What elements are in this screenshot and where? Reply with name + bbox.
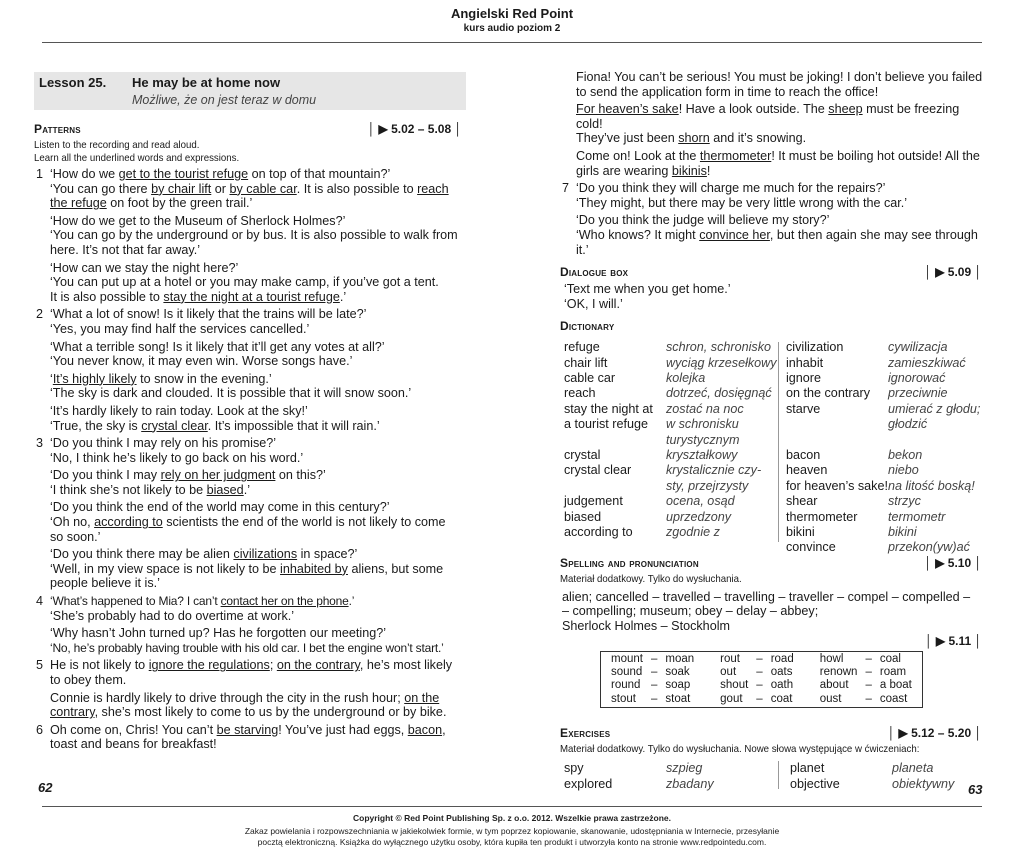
audio-track-patterns[interactable]: │ ▶ 5.02 – 5.08 │ bbox=[367, 122, 462, 136]
dictionary-row bbox=[564, 340, 774, 355]
dictionary-translation: zamieszkiwać bbox=[888, 355, 966, 370]
dictionary-term: a tourist refuge bbox=[564, 417, 649, 432]
dictionary-translation: kryształkowy bbox=[666, 448, 738, 463]
line: ‘Do you think the judge will believe my story?’ bbox=[576, 213, 830, 228]
dictionary-translation: dotrzeć, dosięgnąć bbox=[666, 386, 772, 401]
spelling-cell: road bbox=[770, 652, 794, 665]
line: ‘They might, but there may be very little wrong with the car.’ bbox=[576, 195, 908, 210]
audio-track-spelling[interactable]: │ ▶ 5.10 │ bbox=[924, 556, 982, 571]
exercise-translation: planeta bbox=[892, 761, 934, 776]
line: ‘Do you think I may rely on his promise?’ bbox=[50, 436, 277, 451]
spelling-cell: shout bbox=[720, 679, 749, 692]
dictionary-term: stay the night at bbox=[564, 401, 653, 416]
footer-copyright: Copyright © Red Point Publishing Sp. z o.o. 2012. Wszelkie prawa zastrzeżone. bbox=[353, 813, 671, 823]
spelling-heading: Spelling and pronunciation │ ▶ 5.10 │ bbox=[560, 556, 982, 571]
spelling-cell: stout bbox=[611, 692, 636, 705]
patterns-instruction-1: Listen to the recording and read aloud. bbox=[34, 139, 200, 151]
dictionary-translation: schron, schronisko bbox=[666, 340, 771, 355]
line: ‘The sky is dark and clouded. It is possible that it will snow soon.’ bbox=[50, 386, 412, 401]
dictionary-translation: umierać z głodu; bbox=[888, 401, 981, 416]
dictionary-row bbox=[564, 433, 774, 448]
line: It is also possible to stay the night at a tourist refuge.’ bbox=[50, 289, 347, 304]
dictionary-left-column bbox=[564, 340, 777, 540]
line: ‘Why hasn’t John turned up? Has he forgotten our meeting?’ bbox=[50, 626, 387, 641]
dictionary-row bbox=[564, 479, 774, 494]
dictionary-row bbox=[786, 540, 986, 555]
dictionary-term: heaven bbox=[786, 463, 828, 478]
line: They’ve just been shorn and it’s snowing. bbox=[576, 131, 807, 146]
dictionary-term: starve bbox=[786, 401, 821, 416]
spelling-cell: coast bbox=[879, 692, 908, 705]
dialogue-heading: Dialogue box │ ▶ 5.09 │ bbox=[560, 265, 982, 280]
audio-track-exercises[interactable]: │ ▶ 5.12 – 5.20 │ bbox=[887, 725, 982, 740]
dictionary-translation: cywilizacja bbox=[888, 340, 948, 355]
dictionary-translation: ocena, osąd bbox=[666, 494, 735, 509]
dialogue-box bbox=[560, 282, 986, 311]
line: here. It’s not that far away.’ bbox=[50, 242, 201, 257]
line: ‘Who knows? It might convince her, but then again she may see through it.’ bbox=[576, 227, 978, 257]
dictionary-translation: wyciąg krzesełkowy bbox=[666, 355, 777, 370]
spelling-cell: – bbox=[650, 666, 658, 678]
spelling-cell: rout bbox=[720, 652, 740, 665]
dictionary-term: thermometer bbox=[786, 509, 858, 524]
line: ‘Do you think I may rely on her judgment on this?’ bbox=[50, 468, 326, 483]
dictionary-row bbox=[786, 525, 986, 540]
line: ‘No, I think he’s likely to go back on his word.’ bbox=[50, 450, 304, 465]
dictionary-term: for heaven’s sake! bbox=[786, 478, 888, 493]
line: ‘Well, in my view space is not likely to be inhabited by aliens, but some bbox=[50, 561, 444, 576]
exercise-translation: zbadany bbox=[666, 776, 714, 791]
line: ‘OK, I will.’ bbox=[564, 296, 623, 311]
dictionary-term: crystal bbox=[564, 448, 601, 463]
header-rule bbox=[42, 42, 982, 43]
line: ‘Do you think they will charge me much for the repairs?’ bbox=[576, 181, 886, 196]
spelling-instruction: Materiał dodatkowy. Tylko do wysłuchania. bbox=[560, 573, 742, 586]
dictionary-row bbox=[564, 386, 774, 401]
dictionary-translation: sty, przejrzysty bbox=[666, 478, 749, 493]
dictionary-row bbox=[786, 386, 986, 401]
spelling-cell: about bbox=[819, 679, 849, 692]
line: ‘You can put up at a hotel or you may make camp, if you’ve got a tent. bbox=[50, 275, 439, 290]
spelling-cell: – bbox=[756, 652, 763, 665]
line: contrary, she’s most likely to come to us by the underground or by bike. bbox=[50, 705, 447, 720]
line: so soon.’ bbox=[50, 529, 101, 544]
spelling-cell: – bbox=[650, 692, 658, 705]
line: ‘It’s hardly likely to rain today. Look at the sky!’ bbox=[50, 403, 308, 418]
dictionary-row bbox=[786, 479, 986, 494]
spelling-cell: oats bbox=[770, 666, 793, 678]
dictionary-translation: zgodnie z bbox=[666, 525, 720, 539]
line: alien; cancelled – travelled – travelling – traveller – compel – compelled – bbox=[562, 589, 971, 604]
dictionary-translation: bikini bbox=[888, 525, 917, 539]
spelling-cell: – bbox=[756, 666, 763, 678]
spelling-cell: stoat bbox=[665, 692, 691, 705]
lesson-number: Lesson 25. bbox=[39, 75, 107, 90]
patterns-heading: Patterns │ ▶ 5.02 – 5.08 │ bbox=[34, 122, 462, 136]
dictionary-translation: kolejka bbox=[666, 371, 706, 386]
spelling-cell: – bbox=[865, 692, 872, 705]
spelling-cell: howl bbox=[819, 652, 844, 665]
dictionary-row bbox=[786, 463, 986, 478]
dictionary-translation: głodzić bbox=[888, 417, 928, 432]
line: ‘Yes, you may find half the services cancelled.’ bbox=[50, 321, 310, 336]
line: ‘How do we get to the tourist refuge on top of that mountain?’ bbox=[50, 167, 391, 181]
line: ‘It’s highly likely to snow in the evening.’ bbox=[50, 371, 272, 386]
line: ‘You can go by the underground or by bus. It is also possible to walk from bbox=[50, 228, 458, 243]
footer-rule bbox=[42, 806, 982, 807]
dictionary-translation: ignorować bbox=[888, 371, 946, 386]
spelling-cell: renown bbox=[819, 666, 858, 678]
page-number-left: 62 bbox=[38, 780, 53, 795]
line: Fiona! You can’t be serious! You must be joking! I don’t believe you failed bbox=[576, 70, 983, 84]
dictionary-row bbox=[786, 448, 986, 463]
dictionary-term: reach bbox=[564, 386, 596, 401]
dictionary-row bbox=[564, 355, 777, 371]
page-header bbox=[0, 6, 1024, 34]
page-number-right: 63 bbox=[968, 782, 983, 797]
dictionary-translation: turystycznym bbox=[666, 432, 740, 447]
spelling-cell: coat bbox=[770, 692, 793, 705]
audio-track-spelling-2[interactable]: │ ▶ 5.11 │ bbox=[925, 633, 982, 648]
dictionary-row bbox=[564, 371, 774, 386]
spelling-track-2 bbox=[560, 634, 986, 649]
dictionary-translation: strzyc bbox=[888, 494, 921, 509]
spelling-row bbox=[607, 653, 916, 666]
line: people believe it is.’ bbox=[50, 576, 160, 591]
dictionary-row bbox=[786, 356, 986, 371]
dictionary-row bbox=[786, 510, 986, 525]
dictionary-row bbox=[786, 371, 986, 386]
left-column bbox=[34, 72, 466, 752]
audio-track-dialogue[interactable]: │ ▶ 5.09 │ bbox=[924, 265, 982, 280]
spelling-table bbox=[607, 653, 916, 707]
line: ‘How can we stay the night here?’ bbox=[50, 260, 239, 275]
spelling-cell: moan bbox=[665, 652, 695, 665]
line: Connie is hardly likely to drive through the city in the rush hour; on the bbox=[50, 690, 440, 705]
dictionary-term: crystal clear bbox=[564, 463, 632, 478]
spelling-cell: oath bbox=[770, 679, 794, 692]
line: girls are wearing bikinis! bbox=[576, 163, 711, 178]
exercises-divider bbox=[778, 761, 779, 789]
line: ‘How do we get to the Museum of Sherlock Holmes?’ bbox=[50, 213, 346, 228]
book-title: Angielski Red Point bbox=[450, 6, 574, 21]
spelling-cell: – bbox=[865, 666, 872, 678]
spelling-cell: coal bbox=[879, 652, 901, 665]
spelling-cell: a boat bbox=[879, 679, 912, 692]
dictionary-translation: na litość boską! bbox=[888, 478, 975, 493]
line: ‘I think she’s not likely to be biased.’ bbox=[50, 482, 250, 497]
spelling-row bbox=[607, 666, 916, 679]
line: ‘Text me when you get home.’ bbox=[564, 282, 731, 297]
dictionary-table bbox=[560, 340, 986, 555]
spelling-cell: – bbox=[756, 692, 763, 705]
line: to send the application form in time to reach the office! bbox=[576, 84, 879, 99]
dictionary-row bbox=[786, 340, 986, 355]
lesson-subtitle: Możliwe, że on jest teraz w domu bbox=[132, 93, 317, 107]
spelling-cell: – bbox=[650, 679, 658, 692]
exercise-translation: szpieg bbox=[666, 761, 703, 776]
spelling-cell: mount bbox=[611, 652, 643, 665]
dictionary-divider bbox=[778, 342, 779, 542]
line: toast and beans for breakfast! bbox=[50, 737, 217, 752]
spelling-cell: soak bbox=[665, 666, 690, 678]
line: to obey them. bbox=[50, 673, 127, 687]
line: the refuge on foot by the green trail.’ bbox=[50, 196, 253, 211]
line: ‘Oh no, according to scientists the end of the world is not likely to come bbox=[50, 515, 446, 530]
pattern-item-3: 3 ‘Do you think I may rely on his promise?’ ‘No, I think he’s likely to go back on his word.’ ‘Do you think I may rely on her judgment on this?’ ‘I think she’s not likely to be biased.’ ‘Do you think the end of the world may come in this century?’ ‘Oh no, according to scientists the end of the world is not likely to come so soon.’ ‘Do you think there may be alien civilizations in space?’ ‘Well, in my view space is not likely to be inhabited by aliens, but some people believe it is.’ bbox=[34, 436, 466, 591]
dictionary-term: bacon bbox=[786, 448, 821, 463]
line: ‘You can go there by chair lift or by cable car. It is also possible to reach bbox=[50, 181, 449, 196]
line: – compelling; museum; obey – delay – abbey; bbox=[562, 604, 819, 619]
dictionary-row bbox=[564, 448, 774, 463]
dictionary-right-column bbox=[786, 340, 986, 555]
spelling-cell: – bbox=[865, 679, 872, 692]
lesson-title: He may be at home now bbox=[132, 75, 281, 90]
dictionary-term: bikini bbox=[786, 525, 815, 539]
dictionary-row bbox=[786, 402, 986, 417]
line: ‘Do you think the end of the world may come in this century?’ bbox=[50, 500, 390, 515]
exercise-term: objective bbox=[790, 776, 840, 791]
spelling-cell: sound bbox=[611, 666, 643, 678]
dictionary-row bbox=[786, 433, 986, 448]
exercises-instruction: Materiał dodatkowy. Tylko do wysłuchania. Nowe słowa występujące w ćwiczeniach: bbox=[560, 742, 920, 755]
dictionary-term: cable car bbox=[564, 371, 616, 386]
dictionary-term: shear bbox=[786, 494, 818, 509]
dictionary-row bbox=[564, 494, 774, 509]
spelling-cell: oust bbox=[819, 692, 842, 705]
patterns-instruction-2: Learn all the underlined words and expressions. bbox=[34, 151, 240, 164]
line: ‘Do you think there may be alien civilizations in space?’ bbox=[50, 547, 358, 562]
dictionary-term: judgement bbox=[564, 494, 623, 509]
lesson-bar bbox=[34, 72, 466, 110]
dictionary-translation: uprzedzony bbox=[666, 509, 732, 524]
pattern-item-5: 5 He is not likely to ignore the regulations; on the contrary, he’s most likely to obey them. Connie is hardly likely to drive through the city in the rush hour; on the contrary, she’s most likely to come to us by the underground or by bike. bbox=[34, 658, 466, 719]
dictionary-row bbox=[564, 402, 774, 417]
spelling-cell: soap bbox=[665, 679, 691, 692]
dictionary-translation: krystalicznie czy- bbox=[666, 463, 762, 478]
spelling-list bbox=[560, 590, 986, 634]
footer-line-1: Zakaz powielania i rozpowszechniania w jakiekolwiek formie, w tym poprzez kopiowanie, skanowanie, udostępniania w Internecie, przesyłanie bbox=[244, 826, 780, 836]
line: ‘What’s happened to Mia? I can’t contact her on the phone.’ bbox=[50, 594, 355, 609]
spelling-cell: gout bbox=[720, 692, 743, 705]
footer-line-2: pocztą elektroniczną. Książka do wyłącznego użytku osoby, która kupiła ten produkt i utworzyła konto na stronie www.redpointedu.com. bbox=[257, 837, 767, 847]
pattern-item-4: 4 ‘What’s happened to Mia? I can’t contact her on the phone.’ ‘She’s probably had to do overtime at work.’ ‘Why hasn’t John turned up? Has he forgotten our meeting?’ ‘No, he’s probably having trouble with his old car. I bet the engine won’t start.’ bbox=[34, 594, 466, 655]
dictionary-translation: niebo bbox=[888, 463, 919, 478]
spelling-cell: – bbox=[865, 652, 872, 665]
pattern-item-6: 6 Oh come on, Chris! You can’t be starving! You’ve just had eggs, bacon, toast and beans for breakfast! bbox=[34, 723, 466, 752]
spelling-cell: – bbox=[650, 652, 658, 665]
dictionary-row bbox=[564, 525, 774, 540]
right-column bbox=[560, 70, 986, 793]
pattern-item-6-cont bbox=[560, 70, 986, 178]
dictionary-translation: termometr bbox=[888, 509, 946, 524]
dictionary-heading: Dictionary bbox=[560, 319, 615, 334]
spelling-row bbox=[607, 679, 916, 692]
exercises-table bbox=[560, 759, 986, 793]
dictionary-term: convince bbox=[786, 540, 836, 555]
dictionary-term: according to bbox=[564, 525, 633, 539]
dictionary-translation: przeciwnie bbox=[888, 386, 948, 401]
pattern-item-2: 2 ‘What a lot of snow! Is it likely that the trains will be late?’ ‘Yes, you may find half the services cancelled.’ ‘What a terrible song! Is it likely that it’ll get any votes at all?’ ‘You never know, it may even win. Worse songs have.’ ‘It’s highly likely to snow in the evening.’ ‘The sky is dark and clouded. It is possible that it will snow soon.’ ‘It’s hardly likely to rain today. Look at the sky!’ ‘True, the sky is crystal clear. It’s impossible that it will rain.’ bbox=[34, 307, 466, 433]
spelling-box bbox=[600, 651, 923, 709]
dictionary-row bbox=[786, 417, 986, 432]
dictionary-translation: w schronisku bbox=[666, 417, 739, 432]
exercises-heading: Exercises │ ▶ 5.12 – 5.20 │ bbox=[560, 725, 982, 740]
dictionary-term: chair lift bbox=[564, 355, 608, 370]
dictionary-row bbox=[564, 463, 774, 478]
dictionary-term: refuge bbox=[564, 340, 600, 355]
dictionary-row bbox=[564, 510, 774, 525]
line: He is not likely to ignore the regulations; on the contrary, he’s most likely bbox=[50, 658, 453, 673]
line: ‘True, the sky is crystal clear. It’s impossible that it will rain.’ bbox=[50, 418, 380, 433]
line: For heaven’s sake! Have a look outside. The sheep must be freezing cold! bbox=[576, 102, 960, 131]
line: ‘No, he’s probably having trouble with his old car. I bet the engine won’t start.’ bbox=[50, 640, 444, 655]
book-subtitle: kurs audio poziom 2 bbox=[463, 23, 561, 34]
dictionary-translation: przekon(yw)ać bbox=[888, 540, 970, 555]
pattern-item-7: 7 ‘Do you think they will charge me much for the repairs?’ ‘They might, but there may be very little wrong with the car.’ ‘Do you think the judge will believe my story?’ ‘Who knows? It might convince her, but then again she may see through it.’ bbox=[560, 181, 986, 257]
dictionary-term: ignore bbox=[786, 371, 822, 386]
exercise-term: planet bbox=[790, 761, 825, 776]
line: Oh come on, Chris! You can’t be starving! You’ve just had eggs, bacon, bbox=[50, 722, 446, 737]
dictionary-term: inhabit bbox=[786, 355, 824, 370]
dictionary-translation: bekon bbox=[888, 448, 923, 463]
dictionary-term: on the contrary bbox=[786, 386, 871, 401]
line: ‘You never know, it may even win. Worse songs have.’ bbox=[50, 354, 353, 369]
spelling-cell: out bbox=[720, 666, 737, 678]
spelling-row bbox=[607, 693, 916, 706]
spelling-cell: roam bbox=[879, 666, 907, 678]
exercise-term: spy bbox=[564, 761, 584, 776]
dictionary-term: biased bbox=[564, 509, 602, 524]
line: ‘She’s probably had to do overtime at work.’ bbox=[50, 608, 295, 623]
exercise-translation: obiektywny bbox=[892, 776, 955, 791]
pattern-item-1: 1 ‘How do we get to the tourist refuge on top of that mountain?’ ‘You can go there by chair lift or by cable car. It is also possible to reach the refuge on foot by the green trail.’ ‘How do we get to the Museum of Sherlock Holmes?’ ‘You can go by the underground or by bus. It is also possible to walk from here. It’s not that far away.’ ‘How can we stay the night here?’ ‘You can put up at a hotel or you may make camp, if you’ve got a tent. It is also possible to stay the night at a tourist refuge.’ bbox=[34, 167, 466, 304]
spelling-cell: – bbox=[756, 679, 763, 692]
dictionary-translation: zostać na noc bbox=[666, 401, 744, 416]
spelling-cell: round bbox=[611, 679, 641, 692]
exercise-term: explored bbox=[564, 776, 613, 791]
line: ‘What a lot of snow! Is it likely that the trains will be late?’ bbox=[50, 307, 367, 322]
line: Come on! Look at the thermometer! It must be boiling hot outside! All the bbox=[576, 148, 980, 163]
dictionary-row bbox=[786, 494, 986, 509]
dictionary-row bbox=[564, 417, 774, 432]
line: ‘What a terrible song! Is it likely that it’ll get any votes at all?’ bbox=[50, 339, 385, 354]
line: Sherlock Holmes – Stockholm bbox=[562, 619, 730, 633]
dictionary-term: civilization bbox=[786, 340, 844, 355]
